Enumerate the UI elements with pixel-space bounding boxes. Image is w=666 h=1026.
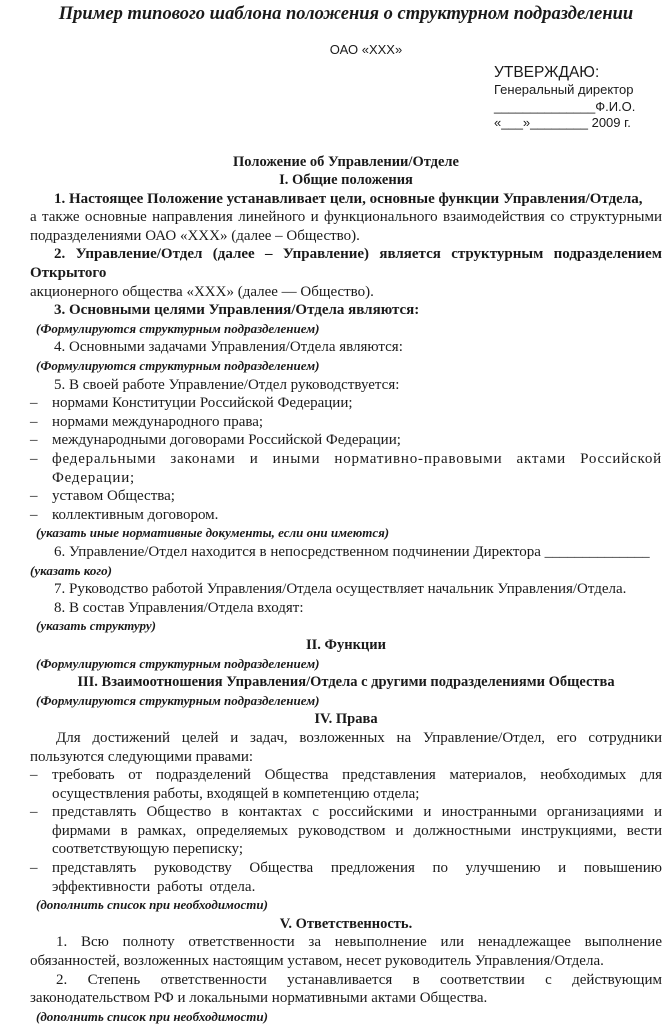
section-5-heading: V. Ответственность. bbox=[279, 915, 413, 932]
list-item: – представлять Общество в контактах с российскими и иностранными организациями и фирмами в рамках, определяемых руководством и должностными инструкциями, вести соответствующую переписку; bbox=[30, 804, 662, 858]
approval-date: «___»________ 2009 г. bbox=[494, 115, 631, 130]
rights-intro: Для достижений целей и задач, возложенных на Управление/Отдел, его сотрудники пользуются следующими правами: bbox=[30, 729, 662, 765]
clause-1-4-note: (Формулируются структурным подразделением) bbox=[36, 358, 320, 374]
approval-block bbox=[494, 63, 662, 132]
rights-list bbox=[30, 766, 662, 896]
dash-marker: – bbox=[30, 488, 38, 505]
clause-1-2: 2. Управление/Отдел (далее – Управление) является структурным подразделением Открытого bbox=[30, 246, 662, 282]
legal-basis-list bbox=[30, 394, 662, 524]
list-item: – нормами Конституции Российской Федерации; bbox=[30, 395, 353, 412]
approval-position: Генеральный директор bbox=[494, 82, 634, 97]
legal-basis-note: (указать иные нормативные документы, если они имеются) bbox=[36, 525, 390, 541]
section-2-heading: II. Функции bbox=[305, 636, 386, 653]
approval-signature: ______________Ф.И.О. bbox=[494, 98, 636, 114]
dash-marker: – bbox=[30, 432, 38, 449]
clause-1-8: 8. В состав Управления/Отдела входят: bbox=[54, 599, 304, 616]
list-item: – федеральными законами и иными нормативно-правовыми актами Российской Федерации; bbox=[30, 451, 662, 486]
dash-marker: – bbox=[30, 804, 38, 821]
document-heading: Пример типового шаблона положения о структурном подразделении bbox=[58, 4, 634, 24]
section-3-note: (Формулируются структурным подразделением) bbox=[36, 692, 320, 708]
clause-1-5: 5. В своей работе Управление/Отдел руководствуется: bbox=[54, 376, 400, 393]
dash-marker: – bbox=[30, 860, 38, 877]
dash-marker: – bbox=[30, 395, 38, 412]
list-item: – коллективным договором. bbox=[30, 506, 219, 523]
rights-note: (дополнить список при необходимости) bbox=[36, 897, 268, 913]
clause-1-3: 3. Основными целями Управления/Отдела являются: bbox=[54, 302, 420, 319]
list-item: – требовать от подразделений Общества представления материалов, необходимых для осуществления работы, входящей в компетенцию отдела; bbox=[30, 767, 662, 802]
responsibility-clause-2: 2. Степень ответственности устанавливается в соответствии с действующим законодательством РФ и локальными нормативными актами Общества. bbox=[30, 971, 662, 1007]
clause-1-1: 1. Настоящее Положение устанавливает цели, основные функции Управления/Отдела, bbox=[54, 190, 643, 207]
section-2-note: (Формулируются структурным подразделением) bbox=[36, 655, 320, 671]
responsibility-clause-1: 1. Всю полноту ответственности за невыполнение или ненадлежащее выполнение обязанностей, возложенных настоящим уставом, несет руководитель Управления/Отдела. bbox=[30, 934, 662, 970]
clause-1-1-cont: а также основные направления линейного и функционального взаимодействия со структурными подразделениями ОАО «ХХХ» (далее – Общество). bbox=[30, 209, 662, 244]
organization-name: ОАО «ХХХ» bbox=[329, 42, 403, 57]
clause-1-3-note: (Формулируются структурным подразделением) bbox=[36, 320, 320, 336]
dash-marker: – bbox=[30, 506, 38, 523]
approval-label: УТВЕРЖДАЮ: bbox=[494, 64, 600, 81]
list-item: – международными договорами Российской Федерации; bbox=[30, 432, 401, 449]
clause-1-4: 4. Основными задачами Управления/Отдела являются: bbox=[54, 339, 403, 356]
list-item: – представлять руководству Общества предложения по улучшению и повышению эффективности работы отдела. bbox=[30, 860, 662, 895]
section-4-heading: IV. Права bbox=[314, 711, 378, 728]
section-1-heading: I. Общие положения bbox=[279, 172, 413, 189]
dash-marker: – bbox=[30, 767, 38, 784]
dash-marker: – bbox=[30, 413, 38, 430]
clause-1-7: 7. Руководство работой Управления/Отдела осуществляет начальник Управления/Отдела. bbox=[54, 581, 627, 598]
dash-marker: – bbox=[30, 451, 38, 467]
section-3-heading: III. Взаимоотношения Управления/Отдела с другими подразделениями Общества bbox=[77, 674, 615, 691]
clause-1-8-note: (указать структуру) bbox=[36, 618, 156, 634]
regulation-title: Положение об Управлении/Отделе bbox=[233, 153, 459, 170]
list-item: – уставом Общества; bbox=[30, 488, 175, 505]
responsibility-note: (дополнить список при необходимости) bbox=[36, 1008, 268, 1024]
list-item: – нормами международного права; bbox=[30, 413, 264, 430]
clause-1-6: 6. Управление/Отдел находится в непосредственном подчинении Директора ______________ bbox=[54, 543, 650, 560]
clause-1-2-cont: акционерного общества «ХХХ» (далее — Общество). bbox=[30, 283, 374, 300]
clause-1-6-note: (указать кого) bbox=[30, 562, 112, 578]
